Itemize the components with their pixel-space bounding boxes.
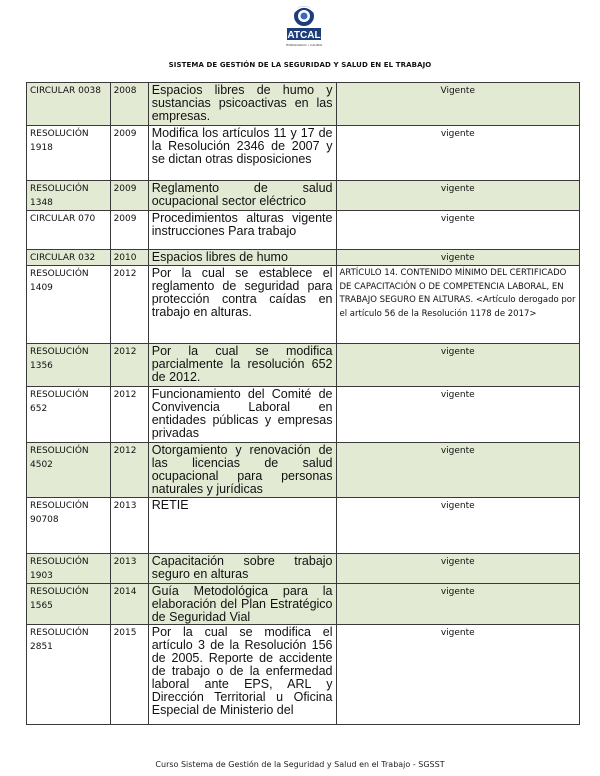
year-cell: 2008: [110, 83, 148, 126]
year-cell: 2009: [110, 126, 148, 181]
status-cell: vigente: [336, 554, 580, 584]
norm-cell: RESOLUCIÓN 1918: [27, 126, 111, 181]
norm-cell: RESOLUCIÓN 1348: [27, 181, 111, 211]
norm-cell: RESOLUCIÓN 652: [27, 387, 111, 443]
year-cell: 2012: [110, 387, 148, 443]
regulations-table: [26, 82, 580, 725]
norm-cell: RESOLUCIÓN 1903: [27, 554, 111, 584]
description-cell: Espacios libres de humo y sustancias psicoactivas en las empresas.: [148, 83, 336, 126]
norm-cell: RESOLUCIÓN 4502: [27, 443, 111, 498]
table-row: [27, 250, 580, 266]
status-cell: vigente: [336, 584, 580, 625]
document-title: SISTEMA DE GESTIÓN DE LA SEGURIDAD Y SALUD EN EL TRABAJO: [168, 61, 432, 69]
description-cell: Modifica los artículos 11 y 17 de la Resolución 2346 de 2007 y se dictan otras disposiciones: [148, 126, 336, 181]
table-row: [27, 387, 580, 443]
description-cell: Reglamento de salud ocupacional sector eléctrico: [148, 181, 336, 211]
table-row: [27, 181, 580, 211]
table-row: [27, 266, 580, 344]
table-row: [27, 83, 580, 126]
table-row: [27, 625, 580, 725]
description-cell: Por la cual se modifica el artículo 3 de la Resolución 156 de 2005. Reporte de accidente de trabajo o de la enfermedad laboral ante EPS, ARL y Dirección Territorial u Oficina Especial de Ministerio del: [148, 625, 336, 725]
year-cell: 2015: [110, 625, 148, 725]
table-row: [27, 584, 580, 625]
status-cell: vigente: [336, 126, 580, 181]
status-cell: Vigente: [336, 83, 580, 126]
status-cell: vigente: [336, 498, 580, 554]
description-cell: Espacios libres de humo: [148, 250, 336, 266]
norm-cell: CIRCULAR 0038: [27, 83, 111, 126]
norm-cell: RESOLUCIÓN 90708: [27, 498, 111, 554]
status-cell: vigente: [336, 250, 580, 266]
year-cell: 2009: [110, 181, 148, 211]
page-footer: Curso Sistema de Gestión de la Seguridad y Salud en el Trabajo - SGSST: [155, 760, 445, 769]
description-cell: Otorgamiento y renovación de las licencias de salud ocupacional para personas naturales y jurídicas: [148, 443, 336, 498]
table-row: [27, 211, 580, 250]
year-cell: 2012: [110, 443, 148, 498]
year-cell: 2014: [110, 584, 148, 625]
table-row: [27, 126, 580, 181]
year-cell: 2009: [110, 211, 148, 250]
year-cell: 2012: [110, 266, 148, 344]
year-cell: 2010: [110, 250, 148, 266]
description-cell: Procedimientos alturas vigente instrucciones Para trabajo: [148, 211, 336, 250]
description-cell: Por la cual se establece el reglamento de seguridad para protección contra caídas en trabajo en alturas.: [148, 266, 336, 344]
norm-cell: CIRCULAR 070: [27, 211, 111, 250]
logo-subtext: TECNOLÓGICO • CALIDAD: [286, 43, 322, 47]
norm-cell: RESOLUCIÓN 1409: [27, 266, 111, 344]
table-row: [27, 344, 580, 387]
norm-cell: RESOLUCIÓN 2851: [27, 625, 111, 725]
year-cell: 2013: [110, 554, 148, 584]
status-cell: ARTÍCULO 14. CONTENIDO MÍNIMO DEL CERTIFICADO DE CAPACITACIÓN O DE COMPETENCIA LABORAL, EN TRABAJO SEGURO EN ALTURAS. <Artículo derogado por el artículo 56 de la Resolución 1178 de 2017>: [336, 266, 580, 344]
logo-wordmark: ATCAL: [287, 30, 321, 41]
table-row: [27, 443, 580, 498]
status-cell: vigente: [336, 387, 580, 443]
description-cell: Capacitación sobre trabajo seguro en alturas: [148, 554, 336, 584]
description-cell: RETIE: [148, 498, 336, 554]
status-cell: vigente: [336, 211, 580, 250]
year-cell: 2013: [110, 498, 148, 554]
description-cell: Guía Metodológica para la elaboración del Plan Estratégico de Seguridad Vial: [148, 584, 336, 625]
status-cell: vigente: [336, 344, 580, 387]
status-cell: vigente: [336, 625, 580, 725]
table-row: [27, 554, 580, 584]
norm-cell: RESOLUCIÓN 1565: [27, 584, 111, 625]
status-cell: vigente: [336, 181, 580, 211]
status-cell: vigente: [336, 443, 580, 498]
atcal-logo: [286, 4, 322, 50]
year-cell: 2012: [110, 344, 148, 387]
norm-cell: CIRCULAR 032: [27, 250, 111, 266]
description-cell: Por la cual se modifica parcialmente la resolución 652 de 2012.: [148, 344, 336, 387]
table-row: [27, 498, 580, 554]
norm-cell: RESOLUCIÓN 1356: [27, 344, 111, 387]
description-cell: Funcionamiento del Comité de Convivencia Laboral en entidades públicas y empresas privadas: [148, 387, 336, 443]
